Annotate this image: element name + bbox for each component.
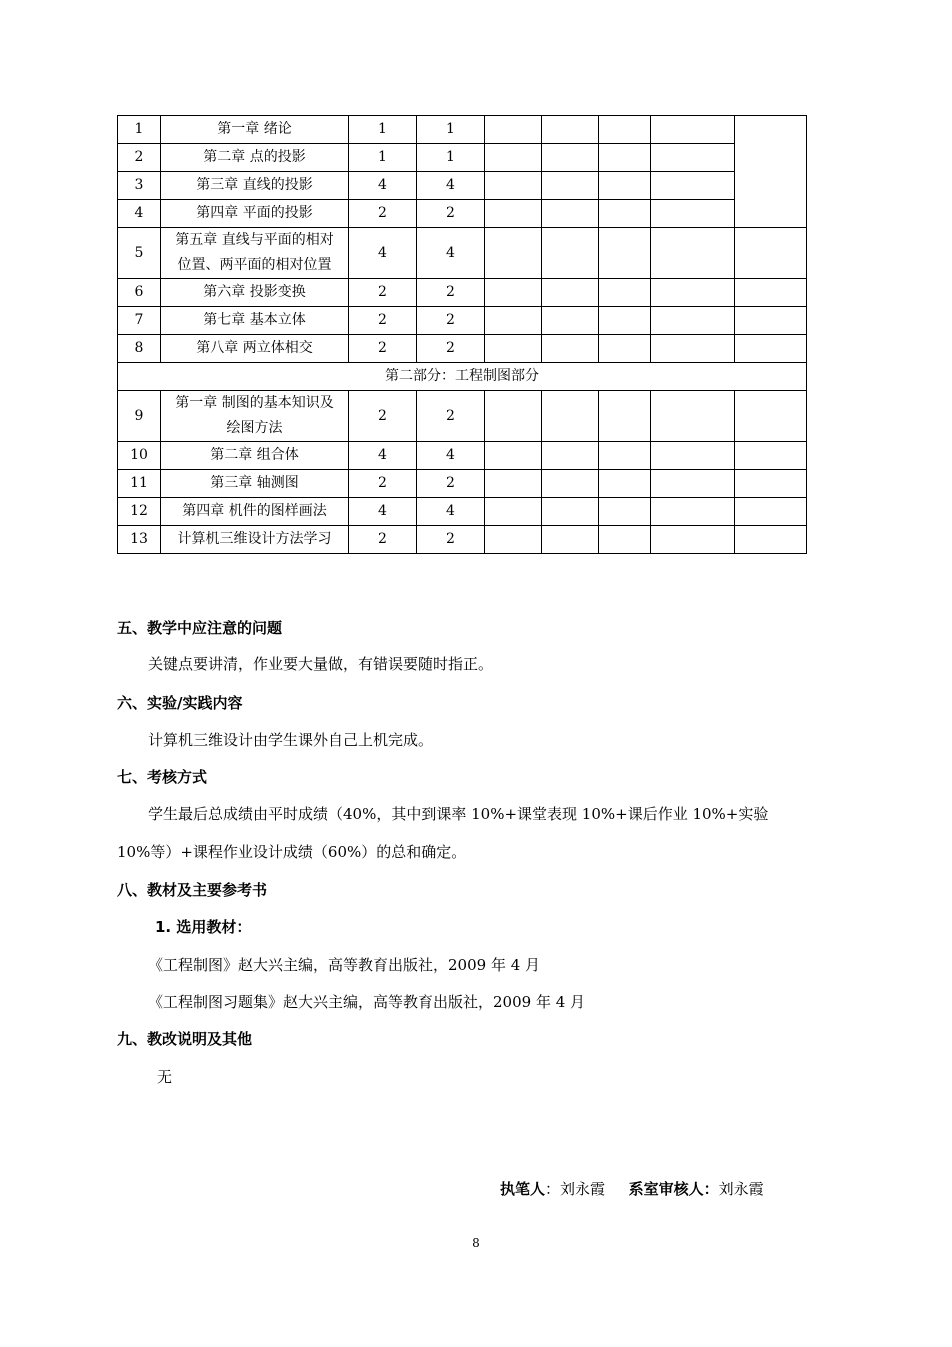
table-row bbox=[118, 391, 807, 442]
row-number: 1 bbox=[118, 116, 161, 144]
table-row bbox=[118, 144, 807, 172]
row-number: 11 bbox=[118, 470, 161, 498]
section-8-heading: 八、教材及主要参考书 bbox=[117, 881, 268, 899]
table-row bbox=[118, 526, 807, 554]
reviewer-label: 系室审核人： bbox=[628, 1180, 719, 1198]
section-5-heading: 五、教学中应注意的问题 bbox=[117, 619, 283, 637]
hours-a: 2 bbox=[349, 391, 417, 442]
table-row bbox=[118, 228, 807, 279]
chapter-title: 第二章 组合体 bbox=[161, 442, 349, 470]
writer-separator: ： bbox=[545, 1180, 561, 1198]
table-row bbox=[118, 200, 807, 228]
hours-b: 1 bbox=[417, 144, 485, 172]
chapter-title: 计算机三维设计方法学习 bbox=[161, 526, 349, 554]
hours-a: 4 bbox=[349, 442, 417, 470]
row-number: 7 bbox=[118, 307, 161, 335]
row-number: 8 bbox=[118, 335, 161, 363]
writer-label: 执笔人 bbox=[500, 1180, 546, 1198]
hours-a: 4 bbox=[349, 172, 417, 200]
hours-b: 2 bbox=[417, 279, 485, 307]
page-number: 8 bbox=[472, 1236, 480, 1250]
row-number: 12 bbox=[118, 498, 161, 526]
chapter-title: 第一章 制图的基本知识及绘图方法 bbox=[161, 391, 349, 442]
row-number: 3 bbox=[118, 172, 161, 200]
hours-b: 2 bbox=[417, 200, 485, 228]
table-row bbox=[118, 470, 807, 498]
section-7-heading: 七、考核方式 bbox=[117, 768, 208, 786]
row-number: 6 bbox=[118, 279, 161, 307]
chapter-title: 第四章 平面的投影 bbox=[161, 200, 349, 228]
table-row bbox=[118, 116, 807, 144]
table-row bbox=[118, 335, 807, 363]
section-9-text: 无 bbox=[157, 1068, 173, 1086]
row-number: 10 bbox=[118, 442, 161, 470]
hours-a: 1 bbox=[349, 116, 417, 144]
hours-b: 4 bbox=[417, 442, 485, 470]
hours-b: 4 bbox=[417, 498, 485, 526]
hours-b: 1 bbox=[417, 116, 485, 144]
chapter-title: 第八章 两立体相交 bbox=[161, 335, 349, 363]
hours-a: 2 bbox=[349, 279, 417, 307]
merged-empty-cell bbox=[735, 116, 807, 228]
hours-a: 4 bbox=[349, 498, 417, 526]
hours-b: 4 bbox=[417, 228, 485, 279]
hours-b: 4 bbox=[417, 172, 485, 200]
table-row bbox=[118, 498, 807, 526]
table-row bbox=[118, 442, 807, 470]
chapter-title: 第四章 机件的图样画法 bbox=[161, 498, 349, 526]
chapter-title: 第五章 直线与平面的相对位置、两平面的相对位置 bbox=[161, 228, 349, 279]
table-row bbox=[118, 279, 807, 307]
hours-a: 2 bbox=[349, 470, 417, 498]
textbook-1: 《工程制图》赵大兴主编，高等教育出版社，2009 年 4 月 bbox=[148, 956, 541, 974]
chapter-title: 第一章 绪论 bbox=[161, 116, 349, 144]
section-6-heading: 六、实验/实践内容 bbox=[117, 694, 243, 712]
hours-a: 2 bbox=[349, 200, 417, 228]
chapter-title: 第七章 基本立体 bbox=[161, 307, 349, 335]
section-7-text-line2: 10%等）+课程作业设计成绩（60%）的总和确定。 bbox=[117, 843, 467, 861]
row-number: 4 bbox=[118, 200, 161, 228]
table-row bbox=[118, 363, 807, 391]
table-row bbox=[118, 307, 807, 335]
section-9-heading: 九、教改说明及其他 bbox=[117, 1030, 253, 1048]
hours-a: 2 bbox=[349, 307, 417, 335]
hours-a: 4 bbox=[349, 228, 417, 279]
section-8-subheading: 1. 选用教材： bbox=[155, 918, 252, 936]
row-number: 2 bbox=[118, 144, 161, 172]
section-7-text-line1: 学生最后总成绩由平时成绩（40%，其中到课率 10%+课堂表现 10%+课后作业 10%+实验 bbox=[148, 805, 769, 823]
hours-a: 2 bbox=[349, 335, 417, 363]
chapter-title: 第二章 点的投影 bbox=[161, 144, 349, 172]
section-6-text: 计算机三维设计由学生课外自己上机完成。 bbox=[148, 731, 434, 749]
signature-line bbox=[500, 1178, 764, 1199]
table-row bbox=[118, 172, 807, 200]
chapter-title: 第三章 直线的投影 bbox=[161, 172, 349, 200]
writer-name: 刘永霞 bbox=[560, 1180, 606, 1198]
row-number: 5 bbox=[118, 228, 161, 279]
reviewer-name: 刘永霞 bbox=[718, 1180, 764, 1198]
hours-b: 2 bbox=[417, 307, 485, 335]
part-header: 第二部分：工程制图部分 bbox=[118, 363, 807, 391]
hours-b: 2 bbox=[417, 335, 485, 363]
hours-b: 2 bbox=[417, 470, 485, 498]
textbook-2: 《工程制图习题集》赵大兴主编，高等教育出版社，2009 年 4 月 bbox=[148, 993, 586, 1011]
row-number: 9 bbox=[118, 391, 161, 442]
chapter-title: 第三章 轴测图 bbox=[161, 470, 349, 498]
chapter-title: 第六章 投影变换 bbox=[161, 279, 349, 307]
hours-b: 2 bbox=[417, 526, 485, 554]
section-5-text: 关键点要讲清，作业要大量做，有错误要随时指正。 bbox=[148, 655, 494, 673]
hours-b: 2 bbox=[417, 391, 485, 442]
row-number: 13 bbox=[118, 526, 161, 554]
schedule-table bbox=[117, 115, 807, 554]
hours-a: 2 bbox=[349, 526, 417, 554]
hours-a: 1 bbox=[349, 144, 417, 172]
